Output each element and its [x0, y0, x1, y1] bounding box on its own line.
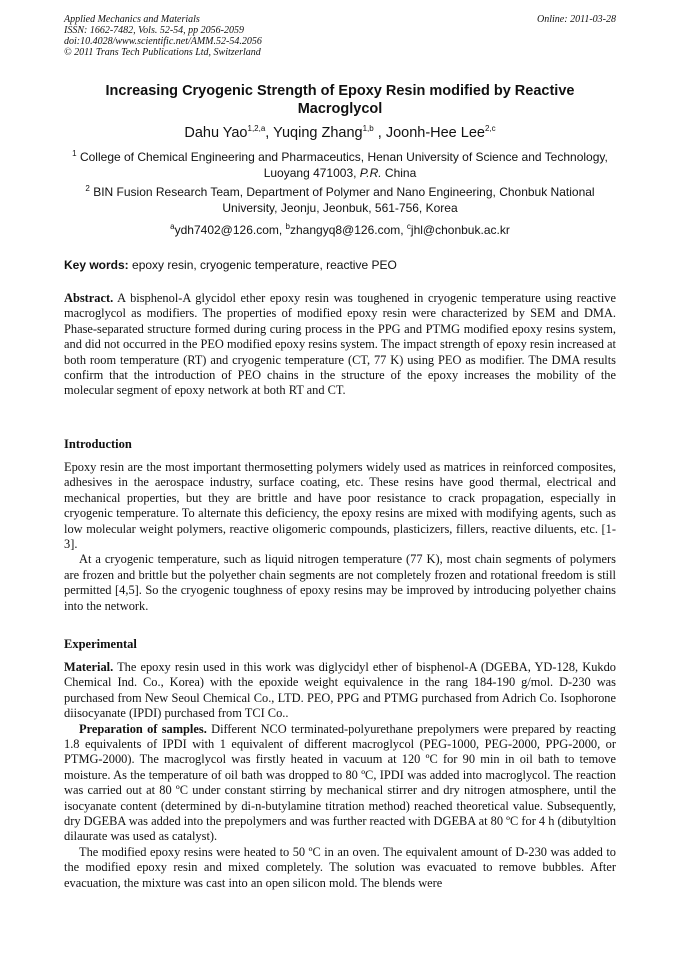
abstract — [64, 291, 616, 399]
author-separator: , — [373, 125, 386, 141]
doi-line: doi:10.4028/www.scientific.net/AMM.52-54.2056 — [64, 36, 262, 47]
email-address: zhangyq8@126.com, — [290, 223, 407, 237]
abstract-text: A bisphenol-A glycidol ether epoxy resin was toughened in cryogenic temperature using reactive macroglycol as modifiers. The properties of modified epoxy resin were characterized by SEM and DMA. Phase-separated structure formed during curing process in the PPG and PTMG modified epoxy resins system, and did not occurred in the PEO modified epoxy resins system. The impact strength of epoxy resin increased at both room temperature (RT) and cryogenic temperature (CT, 77 K) using PEO as modifier. The DMA results confirm that the introduction of PEO chains in the structure of the epoxy increases the mobility of the molecular segment of epoxy network at both RT and CT. — [64, 291, 616, 398]
experimental-paragraph: The modified epoxy resins were heated to 50 ºC in an oven. The equivalent amount of D-230 was added to the modified epoxy resin and mixed completely. The solution was evacuated to remove bubbles. After evacuation, the mixture was cast into an open silicon mold. The blends were — [64, 844, 616, 890]
affiliation-1 — [70, 149, 610, 181]
author-name: Dahu Yao — [184, 125, 248, 141]
online-date: Online: 2011-03-28 — [537, 14, 616, 25]
introduction-body — [64, 460, 616, 614]
journal-name: Applied Mechanics and Materials — [64, 14, 200, 25]
author-superscript: 2,c — [484, 124, 496, 134]
preparation-label: Preparation of samples. — [79, 721, 207, 736]
author-name: Joonh-Hee Lee — [385, 125, 485, 141]
author-separator: , — [265, 125, 274, 141]
introduction-paragraph: Epoxy resin are the most important thermosetting polymers widely used as matrices in reinforced composites, adhesives in the aerospace industry, surface coating, etc. These resins have good thermal, electrical and mechanical properties, but they are brittle and have poor resistance to crack propagation, especially in cryogenic temperature. To alternate this deficiency, the epoxy resins are mixed with modifying agents, such as low molecular weight polymers, reactive oligomeric compounds, plasticizers, fillers, reactive diluents, etc. [1-3]. — [64, 460, 616, 552]
affiliation-2 — [70, 184, 610, 216]
keywords-text: epoxy resin, cryogenic temperature, reactive PEO — [128, 258, 397, 272]
introduction-paragraph: At a cryogenic temperature, such as liquid nitrogen temperature (77 K), most chain segments of polymers are frozen and brittle but the polyether chain segments are not completely frozen and rotational freedom is still permitted [4,5]. So the cryogenic toughness of epoxy resins may be improved by introducing polyether chains into the network. — [64, 552, 616, 613]
preparation-text: Different NCO terminated-polyurethane prepolymers were prepared by reacting 1.8 equivalents of IPDI with 1 equivalent of different macroglycol (PEG-1000, PEG-2000, PPG-2000, or PTMG-2000). The macroglycol was firstly heated in vacuum at 120 ºC for 90 min in oil bath to temove moisture. As the temperature of oil bath was dropped to 80 ºC, IPDI was added into macroglycol. The reaction was carried out at 80 ºC under constant stirring by mechanical stirrer and dry nitrogen atmosphere, until the isocyanate content (determined by di-n-butylamine titration method) reached theoretical value. Subsequently, dry DGEBA was added into the prepolymers and was further reacted with DGEBA at 80 ºC for 4 h (dibutyltion dilaurate was used as catalyst). — [64, 721, 617, 844]
affiliation-country: China — [381, 166, 417, 180]
affiliation-text: College of Chemical Engineering and Pharmaceutics, Henan University of Science and Technology, Luoyang 471003, — [79, 150, 608, 180]
email-list — [64, 222, 616, 238]
journal-header — [64, 14, 616, 58]
abstract-label: Abstract. — [64, 291, 114, 305]
email-superscript: b — [285, 222, 290, 231]
author-name: Yuqing Zhang — [273, 125, 363, 141]
email-address: jhl@chonbuk.ac.kr — [410, 223, 510, 237]
experimental-heading: Experimental — [64, 637, 137, 651]
email-address: ydh7402@126.com, — [174, 223, 286, 237]
experimental-body — [64, 660, 616, 891]
paper-title: Increasing Cryogenic Strength of Epoxy Resin modified by Reactive Macroglycol — [105, 83, 575, 117]
affiliation-number: 2 — [85, 184, 90, 193]
introduction-heading: Introduction — [64, 437, 132, 451]
material-text: The epoxy resin used in this work was diglycidyl ether of bisphenol-A (DGEBA, YD-128, Kukdo Chemical Ind. Co., Korea) with the epoxide weight equivalence in the rang 184-190 g/mol. D-230 was purchased from New Seoul Chemical Co., LTD. PEO, PPG and PTMG purchased from Adrich Co. Isophorone diisocyanate (IPDI) purchased from TCI Co.. — [64, 660, 616, 721]
author-list — [64, 124, 616, 142]
author-superscript: 1,2,a — [247, 124, 266, 134]
keywords — [64, 257, 616, 273]
material-label: Material. — [64, 660, 114, 674]
affiliation-number: 1 — [72, 149, 77, 158]
copyright-line: © 2011 Trans Tech Publications Ltd, Switzerland — [64, 47, 261, 58]
email-superscript: a — [170, 222, 175, 231]
keywords-label: Key words: — [64, 258, 129, 272]
email-superscript: c — [406, 222, 411, 231]
issn-line: ISSN: 1662-7482, Vols. 52-54, pp 2056-2059 — [64, 25, 244, 36]
affiliation-text: BIN Fusion Research Team, Department of Polymer and Nano Engineering, Chonbuk National University, Jeonju, Jeonbuk, 561-756, Korea — [93, 185, 595, 215]
affiliation-country-abbrev: P.R. — [359, 166, 382, 180]
author-superscript: 1,b — [362, 124, 374, 134]
